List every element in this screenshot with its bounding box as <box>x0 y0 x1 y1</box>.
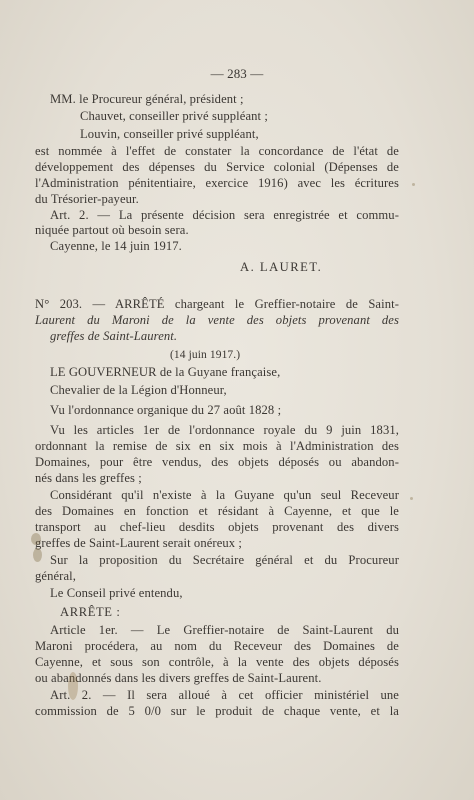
stain-mark <box>31 533 41 545</box>
text-line: ordonnant la remise de six en six mois à l'Administration des <box>35 439 399 453</box>
text-line: l'Administration pénitentiaire, exercice 1916) avec les écritures <box>35 176 399 190</box>
text-line: général, <box>35 569 77 583</box>
text-line: Art. 2. — La présente décision sera enregistrée et commu- <box>50 208 399 222</box>
text-line: niquée partout où besoin sera. <box>35 223 189 237</box>
text-line: Art. 2. — Il sera alloué à cet officier ministériel une <box>50 688 399 702</box>
text-line: du Trésorier-payeur. <box>35 192 139 206</box>
text-line: Chevalier de la Légion d'Honneur, <box>50 383 227 397</box>
page-number: — 283 — <box>210 66 264 81</box>
text-line: greffes de Saint-Laurent serait onéreux ; <box>35 536 243 550</box>
arrete-label: ARRÊTE : <box>60 605 121 619</box>
text-line: Chauvet, conseiller privé suppléant ; <box>80 109 269 123</box>
text-line: Maroni procédera, au nom du Receveur des Domaines de <box>35 639 399 653</box>
text-line: est nommée à l'effet de constater la concordance de l'état de <box>35 144 399 158</box>
arrete-heading: Laurent du Maroni de la vente des objets provenant des <box>35 313 399 327</box>
text-line: Cayenne, et sous son contrôle, à la vente des objets déposés <box>35 655 399 669</box>
text-line: MM. le Procureur général, président ; <box>50 92 244 106</box>
arrete-date: (14 juin 1917.) <box>170 349 241 361</box>
stain-mark <box>410 497 413 500</box>
text-line: Sur la proposition du Secrétaire général et du Procureur <box>50 553 399 567</box>
arrete-heading: greffes de Saint-Laurent. <box>50 329 178 343</box>
date-line: Cayenne, le 14 juin 1917. <box>50 239 182 253</box>
arrete-heading: N° 203. — ARRÊTÉ chargeant le Greffier-notaire de Saint- <box>35 297 399 311</box>
stain-mark <box>412 183 415 186</box>
text-line: transport au chef-lieu desdits objets provenant des divers <box>35 520 399 534</box>
text-line: Domaines, pour être vendus, des objets déposés ou abandon- <box>35 455 399 469</box>
text-line: nés dans les greffes ; <box>35 471 142 485</box>
signature: A. LAURET. <box>240 260 323 274</box>
text-line: Louvin, conseiller privé suppléant, <box>80 127 259 141</box>
text-line: Considérant qu'il n'existe à la Guyane qu'un seul Receveur <box>50 488 399 502</box>
text-line: développement des dépenses du Service colonial (Dépenses de <box>35 160 399 174</box>
text-line: LE GOUVERNEUR de la Guyane française, <box>50 365 281 379</box>
text-line: Vu l'ordonnance organique du 27 août 1828 ; <box>50 403 282 417</box>
text-line: commission de 5 0/0 sur le produit de chaque vente, et la <box>35 704 399 718</box>
text-line: des Domaines en fonction et résidant à Cayenne, et que le <box>35 504 399 518</box>
stain-mark <box>33 548 42 562</box>
stain-mark <box>68 672 78 700</box>
text-line: Article 1er. — Le Greffier-notaire de Saint-Laurent du <box>50 623 399 637</box>
text-line: Vu les articles 1er de l'ordonnance royale du 9 juin 1831, <box>50 423 399 437</box>
text-line: ou abandonnés dans les divers greffes de Saint-Laurent. <box>35 671 322 685</box>
text-line: Le Conseil privé entendu, <box>50 586 183 600</box>
